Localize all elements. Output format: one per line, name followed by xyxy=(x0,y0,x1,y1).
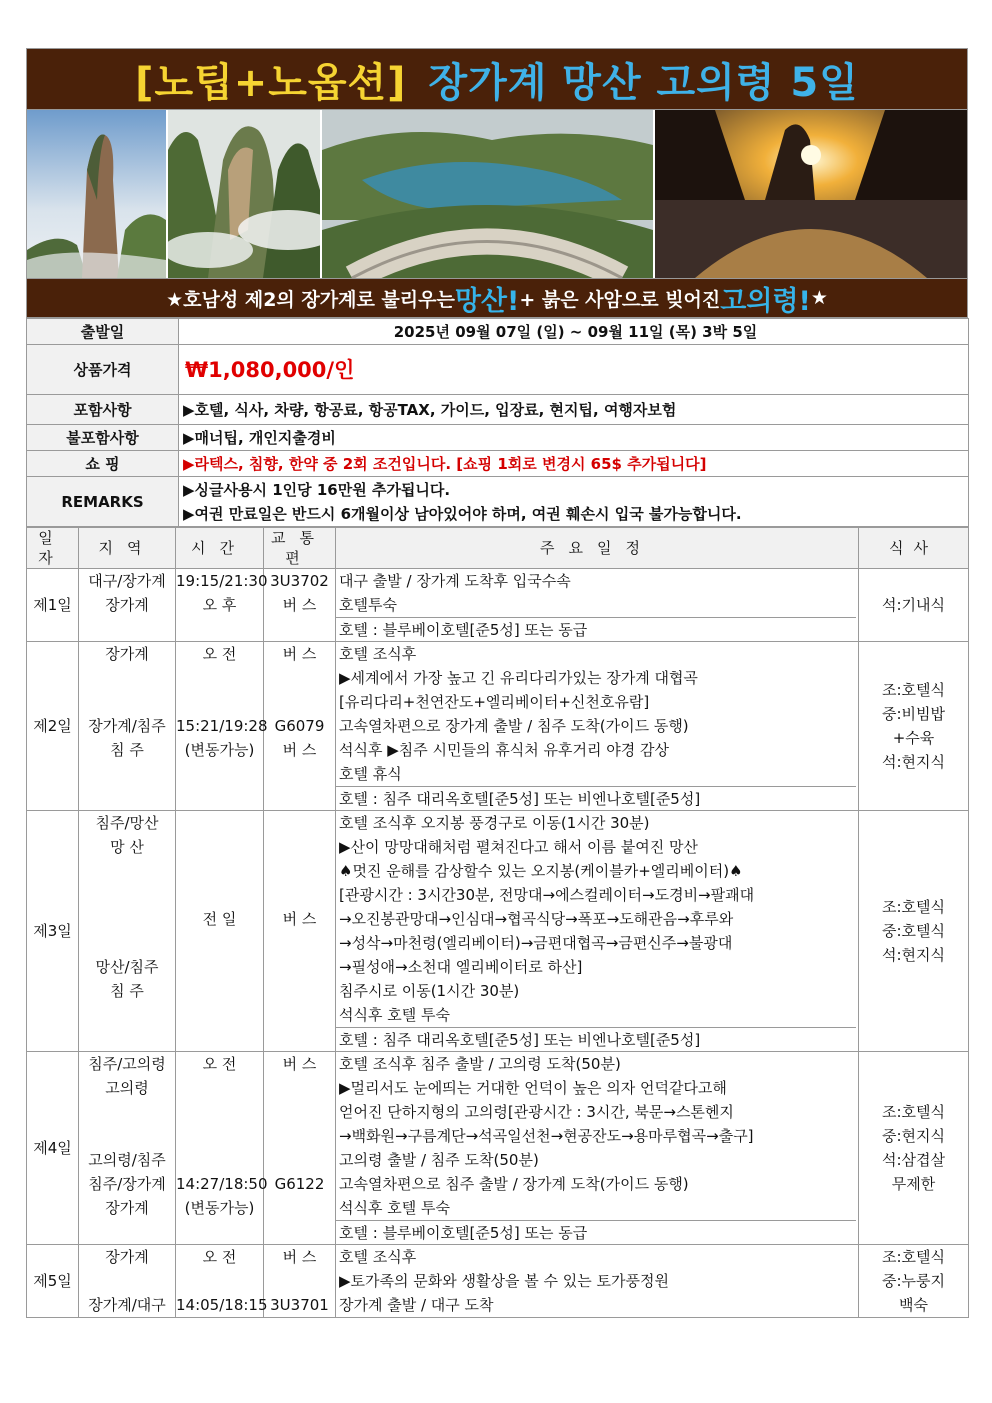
header-meal: 식사 xyxy=(859,528,969,569)
transport-line xyxy=(264,690,335,714)
time-line: 19:15/21:30 xyxy=(176,572,268,590)
day-row xyxy=(27,642,969,811)
time-line xyxy=(176,1220,263,1244)
region-line xyxy=(79,1100,175,1124)
itinerary-line: 얻어진 단하지형의 고의령[관광시간 : 3시간, 북문→스톤헨지 xyxy=(339,1103,734,1121)
transport-cell xyxy=(264,1245,336,1318)
itinerary-line: ♠멋진 운해를 감상할수 있는 오지봉(케이블카+엘리베이터)♠ xyxy=(339,862,743,880)
region-line: 침 주 xyxy=(110,741,144,759)
day-label: 제2일 xyxy=(27,642,79,811)
transport-line xyxy=(264,883,335,907)
region-line: 침주/고의령 xyxy=(88,1055,166,1073)
region-line: 장가계 xyxy=(105,645,149,663)
time-line xyxy=(176,979,263,1003)
meal-line: 중:누룽지 xyxy=(881,1272,945,1290)
itinerary-line: →오진봉관망대→인심대→협곡식당→폭포→도해관음→후루와 xyxy=(339,910,734,928)
header-transport: 교통편 xyxy=(264,528,336,569)
region-line: 대구/장가계 xyxy=(88,572,166,590)
time-line xyxy=(176,1076,263,1100)
transport-cell xyxy=(264,642,336,811)
region-line xyxy=(79,931,175,955)
transport-line xyxy=(264,1148,335,1172)
header-time: 시간 xyxy=(176,528,264,569)
time-line xyxy=(176,859,263,883)
time-line xyxy=(176,811,263,835)
region-line: 장가계 xyxy=(105,1248,149,1266)
time-line xyxy=(176,690,263,714)
region-line xyxy=(79,883,175,907)
hotel-line: 호텔 : 블루베이호텔[준5성] 또는 동급 xyxy=(336,1220,856,1244)
include-label: 포함사항 xyxy=(27,395,179,425)
itinerary-line: 고의령 출발 / 침주 도착(50분) xyxy=(339,1151,539,1169)
schedule-table xyxy=(26,527,969,1318)
title-tag: [노팁+노옵션] xyxy=(135,59,407,106)
region-line xyxy=(79,690,175,714)
title-main: 장가계 망산 고의령 5일 xyxy=(428,59,859,106)
region-line xyxy=(79,762,175,786)
subtitle-name-goeuiryeong: 고의령! xyxy=(720,285,811,317)
header-itinerary: 주요일정 xyxy=(336,528,859,569)
subtitle-suffix: ★ xyxy=(810,287,828,309)
itinerary-line: 호텔 조식후 xyxy=(339,645,417,663)
title-banner xyxy=(26,48,968,110)
itinerary-line: 호텔투숙 xyxy=(339,596,397,614)
region-line: 망 산 xyxy=(110,838,144,856)
remarks-value xyxy=(179,477,969,527)
itinerary-line: 고속열차편으로 장가계 출발 / 침주 도착(가이드 동행) xyxy=(339,717,689,735)
region-line xyxy=(79,666,175,690)
transport-line: 버 스 xyxy=(282,741,317,759)
time-cell xyxy=(176,1052,268,1245)
mountain-pillar-photo xyxy=(27,110,166,278)
header-day: 일자 xyxy=(27,528,79,569)
day-row xyxy=(27,1245,969,1318)
transport-line xyxy=(264,1003,335,1027)
region-line: 침주/장가계 xyxy=(88,1175,166,1193)
itinerary-cell xyxy=(336,569,859,642)
day-row xyxy=(27,811,969,1052)
region-line: 장가계 xyxy=(105,596,149,614)
time-line: 전 일 xyxy=(202,910,237,928)
region-line xyxy=(79,617,175,641)
time-line xyxy=(176,1269,263,1293)
meal-line: 중:비빔밥 xyxy=(881,705,945,723)
day-row xyxy=(27,1052,969,1245)
time-line: (변동가능) xyxy=(184,1199,255,1217)
exclude-value: ▶매너팁, 개인지출경비 xyxy=(179,425,969,451)
transport-cell xyxy=(264,1052,336,1245)
remarks-passport: ▶여권 만료일은 반드시 6개월이상 남아있어야 하며, 여권 훼손시 입국 불가능합니다. xyxy=(183,504,742,523)
transport-line xyxy=(264,1124,335,1148)
region-line: 고의령 xyxy=(105,1079,149,1097)
region-line: 장가계 xyxy=(105,1199,149,1217)
subtitle-banner xyxy=(26,278,968,318)
itinerary-line: ▶토가족의 문화와 생활상을 볼 수 있는 토가풍정원 xyxy=(339,1272,669,1290)
time-line xyxy=(176,1027,263,1051)
shopping-label: 쇼 핑 xyxy=(27,451,179,477)
meal-line: 무제한 xyxy=(891,1175,936,1193)
transport-line xyxy=(264,1076,335,1100)
transport-line xyxy=(264,1220,335,1244)
transport-line: 버 스 xyxy=(282,1055,317,1073)
subtitle-middle: + 붉은 사암으로 빚어진 xyxy=(519,288,721,311)
time-line xyxy=(176,931,263,955)
transport-cell xyxy=(264,811,336,1052)
transport-line xyxy=(264,931,335,955)
transport-line xyxy=(264,617,335,641)
exclude-label: 불포함사항 xyxy=(27,425,179,451)
time-line xyxy=(176,955,263,979)
remarks-single: ▶싱글사용시 1인당 16만원 추가됩니다. xyxy=(183,480,451,499)
time-line: 14:27/18:50 xyxy=(176,1175,268,1193)
time-cell xyxy=(176,811,264,1052)
transport-line: 3U3701 xyxy=(270,1296,329,1314)
shopping-value: ▶라텍스, 침향, 한약 중 2회 조건입니다. [쇼핑 1회로 변경시 65$ 추가됩니다] xyxy=(179,451,969,477)
hotel-line: 호텔 : 침주 대리옥호텔[준5성] 또는 비엔나호텔[준5성] xyxy=(336,1027,856,1051)
itinerary-line: ▶세계에서 가장 높고 긴 유리다리가있는 장가계 대협곡 xyxy=(339,669,698,687)
lake-dam-photo xyxy=(322,110,653,278)
itinerary-line: [유리다리+천연잔도+엘리베이터+신천호유람] xyxy=(339,693,650,711)
transport-line xyxy=(264,666,335,690)
hotel-line: 호텔 : 블루베이호텔[준5성] 또는 동급 xyxy=(336,617,856,641)
meal-cell xyxy=(859,811,969,1052)
itinerary-cell xyxy=(336,811,859,1052)
meal-line: 조:호텔식 xyxy=(881,1248,945,1266)
region-cell xyxy=(79,569,176,642)
region-line xyxy=(79,907,175,931)
itinerary-page xyxy=(26,48,968,1318)
include-value: ▶호텔, 식사, 차량, 항공료, 항공TAX, 가이드, 입장료, 현지팁, 여행자보험 xyxy=(179,395,969,425)
region-line xyxy=(79,1269,175,1293)
transport-line xyxy=(264,811,335,835)
itinerary-line: 침주시로 이동(1시간 30분) xyxy=(339,982,520,1000)
transport-line: 버 스 xyxy=(282,645,317,663)
meal-line: 석:기내식 xyxy=(881,596,945,614)
region-line xyxy=(79,1124,175,1148)
time-line xyxy=(176,617,263,641)
region-line: 장가계/침주 xyxy=(88,717,166,735)
transport-line xyxy=(264,979,335,1003)
time-line xyxy=(176,1148,263,1172)
transport-line xyxy=(264,1196,335,1220)
meal-cell xyxy=(859,1052,969,1245)
meal-line: 석:삼겹살 xyxy=(881,1151,945,1169)
transport-line: 3U3702 xyxy=(270,572,329,590)
subtitle-name-mangsan: 망산! xyxy=(454,285,520,317)
meal-line: 중:현지식 xyxy=(881,1127,945,1145)
region-line xyxy=(79,1027,175,1051)
transport-line: G6122 xyxy=(274,1175,325,1193)
meal-line: 백숙 xyxy=(899,1296,928,1314)
region-cell xyxy=(79,811,176,1052)
itinerary-line: ▶산이 망망대해처럼 펼쳐진다고 해서 이름 붙여진 망산 xyxy=(339,838,698,856)
time-line xyxy=(176,762,263,786)
time-line: 14:05/18:15 xyxy=(176,1296,268,1314)
itinerary-line: →성삭→마천령(엘리베이터)→금편대협곡→금편신주→불광대 xyxy=(339,934,733,952)
header-region: 지역 xyxy=(79,528,176,569)
remarks-label: REMARKS xyxy=(27,477,179,527)
price-value: ₩1,080,000/인 xyxy=(179,345,969,395)
day-label: 제1일 xyxy=(27,569,79,642)
time-line: (변동가능) xyxy=(184,741,255,759)
transport-line xyxy=(264,859,335,883)
itinerary-line: 호텔 조식후 침주 출발 / 고의령 도착(50분) xyxy=(339,1055,621,1073)
hotel-line: 호텔 : 침주 대리옥호텔[준5성] 또는 비엔나호텔[준5성] xyxy=(336,786,856,810)
itinerary-line: →필성애→소천대 엘리베이터로 하산] xyxy=(339,958,583,976)
time-cell xyxy=(176,642,268,811)
transport-line xyxy=(264,786,335,810)
mountain-cloud-photo xyxy=(168,110,320,278)
meal-line: 석:현지식 xyxy=(881,753,945,771)
itinerary-line: 호텔 조식후 xyxy=(339,1248,417,1266)
region-line: 고의령/침주 xyxy=(88,1151,166,1169)
region-cell xyxy=(79,1052,176,1245)
transport-line xyxy=(264,1027,335,1051)
time-cell xyxy=(176,569,268,642)
itinerary-line: 석식후 호텔 투숙 xyxy=(339,1199,450,1217)
time-line xyxy=(176,835,263,859)
itinerary-line: 석식후 호텔 투숙 xyxy=(339,1006,450,1024)
meal-line: 조:호텔식 xyxy=(881,898,945,916)
region-line: 장가계/대구 xyxy=(88,1296,166,1314)
info-table xyxy=(26,318,969,527)
transport-line xyxy=(264,1100,335,1124)
transport-line: 버 스 xyxy=(282,596,317,614)
sunset-rock-photo xyxy=(655,110,967,278)
region-line: 망산/침주 xyxy=(95,958,159,976)
region-line xyxy=(79,859,175,883)
region-line: 침 주 xyxy=(110,982,144,1000)
meal-line: +수육 xyxy=(892,729,935,747)
price-label: 상품가격 xyxy=(27,345,179,395)
day-row xyxy=(27,569,969,642)
itinerary-line: 대구 출발 / 장가계 도착후 입국수속 xyxy=(339,572,571,590)
meal-line: 석:현지식 xyxy=(881,946,945,964)
subtitle-prefix: ★호남성 제2의 장가계로 불리우는 xyxy=(166,288,455,311)
transport-line xyxy=(264,955,335,979)
meal-line: 조:호텔식 xyxy=(881,681,945,699)
itinerary-line: →백화원→구름계단→석곡일선천→현공잔도→용마루협곡→출구] xyxy=(339,1127,754,1145)
itinerary-line: [관광시간 : 3시간30분, 전망대→에스컬레이터→도경비→팔괘대 xyxy=(339,886,755,904)
transport-cell xyxy=(264,569,336,642)
transport-line xyxy=(264,835,335,859)
time-line xyxy=(176,1100,263,1124)
time-line xyxy=(176,883,263,907)
itinerary-line: ▶멀리서도 눈에띄는 거대한 언덕이 높은 의자 언덕같다고해 xyxy=(339,1079,727,1097)
region-line: 침주/망산 xyxy=(95,814,159,832)
day-label: 제4일 xyxy=(27,1052,79,1245)
region-cell xyxy=(79,642,176,811)
itinerary-cell xyxy=(336,1052,859,1245)
time-line: 오 전 xyxy=(202,645,237,663)
time-line: 오 후 xyxy=(202,596,237,614)
transport-line xyxy=(264,762,335,786)
time-line: 오 전 xyxy=(202,1055,237,1073)
transport-line: G6079 xyxy=(274,717,325,735)
meal-line: 조:호텔식 xyxy=(881,1103,945,1121)
meal-line: 중:호텔식 xyxy=(881,922,945,940)
region-line xyxy=(79,786,175,810)
itinerary-cell xyxy=(336,1245,859,1318)
itinerary-line: 호텔 조식후 오지봉 풍경구로 이동(1시간 30분) xyxy=(339,814,650,832)
depart-value: 2025년 09월 07일 (일) ~ 09월 11일 (목) 3박 5일 xyxy=(179,319,969,345)
day-label: 제3일 xyxy=(27,811,79,1052)
time-line xyxy=(176,786,263,810)
region-line xyxy=(79,1003,175,1027)
photo-strip xyxy=(26,110,968,278)
region-cell xyxy=(79,1245,176,1318)
depart-label: 출발일 xyxy=(27,319,179,345)
time-line xyxy=(176,1003,263,1027)
itinerary-line: 석식후 ▶침주 시민들의 휴식처 유후거리 야경 감상 xyxy=(339,741,669,759)
time-line xyxy=(176,666,263,690)
transport-line: 버 스 xyxy=(282,1248,317,1266)
itinerary-cell xyxy=(336,642,859,811)
time-line xyxy=(176,1124,263,1148)
day-label: 제5일 xyxy=(27,1245,79,1318)
region-line xyxy=(79,1220,175,1244)
time-line: 오 전 xyxy=(202,1248,237,1266)
meal-cell xyxy=(859,1245,969,1318)
itinerary-line: 고속열차편으로 침주 출발 / 장가계 도착(가이드 동행) xyxy=(339,1175,689,1193)
meal-cell xyxy=(859,642,969,811)
transport-line: 버 스 xyxy=(282,910,317,928)
time-cell xyxy=(176,1245,268,1318)
transport-line xyxy=(264,1269,335,1293)
itinerary-line: 장가계 출발 / 대구 도착 xyxy=(339,1296,494,1314)
itinerary-line: 호텔 휴식 xyxy=(339,765,402,783)
time-line: 15:21/19:28 xyxy=(176,717,268,735)
meal-cell xyxy=(859,569,969,642)
